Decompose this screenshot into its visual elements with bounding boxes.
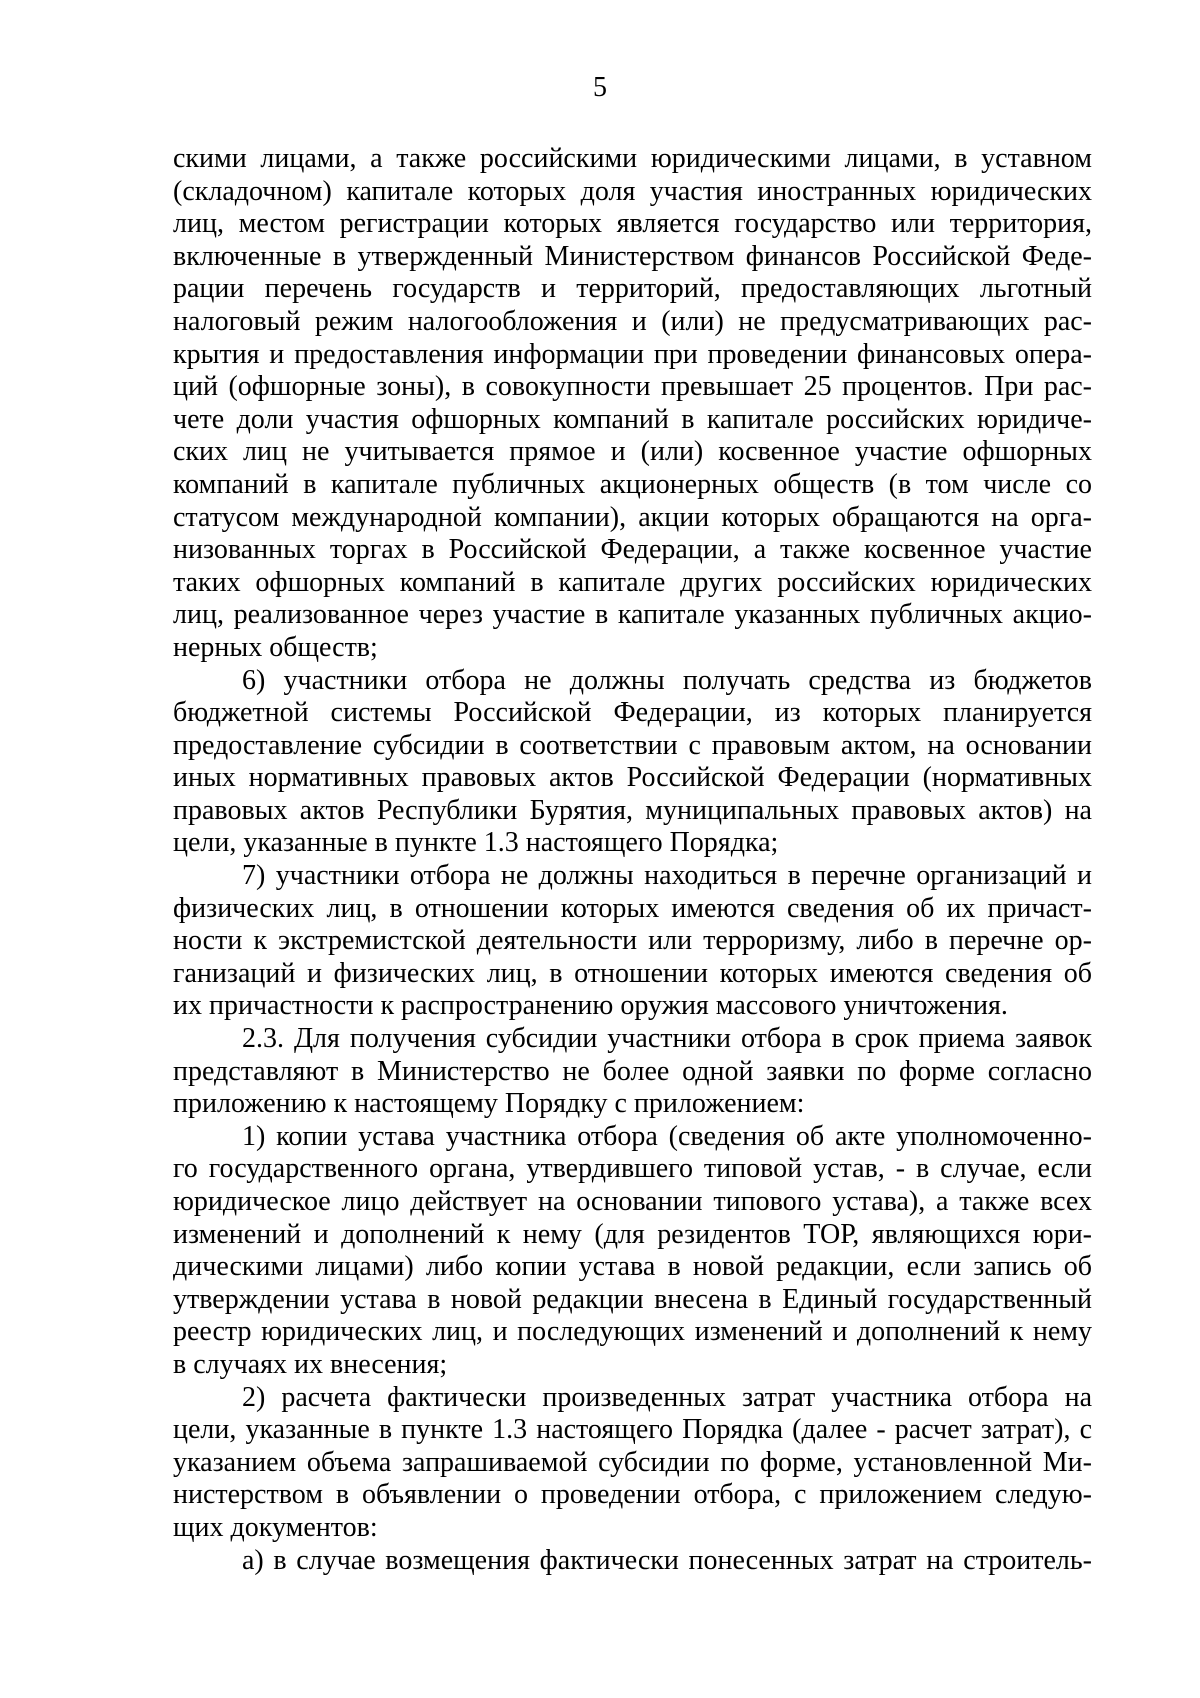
text-line: компаний в капитале публичных акционерных обществ (в том числе со bbox=[173, 468, 1092, 500]
text-line: бюджетной системы Российской Федерации, из которых планируется bbox=[173, 697, 1092, 729]
text-line: ности к экстремистской деятельности или терроризму, либо в перечне ор- bbox=[173, 925, 1092, 957]
text-line: а) в случае возмещения фактически понесенных затрат на строитель- bbox=[242, 1544, 1092, 1576]
text-line: ских лиц не учитывается прямое и (или) косвенное участие офшорных bbox=[173, 436, 1092, 468]
page-number: 5 bbox=[593, 72, 607, 103]
text-line: дическими лицами) либо копии устава в новой редакции, если запись об bbox=[173, 1251, 1092, 1283]
text-line: цели, указанные в пункте 1.3 настоящего Порядка (далее - расчет затрат), с bbox=[173, 1414, 1092, 1446]
text-line: указанием объема запрашиваемой субсидии по форме, установленной Ми- bbox=[173, 1446, 1092, 1478]
text-line: рации перечень государств и территорий, предоставляющих льготный bbox=[173, 273, 1092, 305]
text-line: щих документов: bbox=[173, 1511, 378, 1543]
text-line: чете доли участия офшорных компаний в капитале российских юридиче- bbox=[173, 403, 1092, 435]
text-line: крытия и предоставления информации при проведении финансовых опера- bbox=[173, 338, 1092, 370]
text-line: налоговый режим налогообложения и (или) не предусматривающих рас- bbox=[173, 305, 1092, 337]
text-line: реестр юридических лиц, и последующих изменений и дополнений к нему bbox=[173, 1316, 1092, 1348]
text-line: представляют в Министерство не более одной заявки по форме согласно bbox=[173, 1055, 1092, 1087]
text-line: низованных торгах в Российской Федерации, а также косвенное участие bbox=[173, 534, 1092, 566]
text-line: утверждении устава в новой редакции внесена в Единый государственный bbox=[173, 1283, 1092, 1315]
text-line: 2) расчета фактически произведенных затрат участника отбора на bbox=[242, 1381, 1092, 1413]
text-line: 6) участники отбора не должны получать средства из бюджетов bbox=[242, 664, 1092, 696]
text-line: цели, указанные в пункте 1.3 настоящего Порядка; bbox=[173, 827, 779, 859]
text-line: нерных обществ; bbox=[173, 631, 378, 663]
text-line: (складочном) капитале которых доля участия иностранных юридических bbox=[173, 175, 1092, 207]
text-line: физических лиц, в отношении которых имеются сведения об их причаст- bbox=[173, 892, 1092, 924]
text-line: го государственного органа, утвердившего типовой устав, - в случае, если bbox=[173, 1153, 1092, 1185]
text-line: скими лицами, а также российскими юридическими лицами, в уставном bbox=[173, 143, 1092, 174]
text-line: их причастности к распространению оружия массового уничтожения. bbox=[173, 990, 1008, 1022]
text-line: предоставление субсидии в соответствии с правовым актом, на основании bbox=[173, 729, 1092, 761]
text-line: 1) копии устава участника отбора (сведения об акте уполномоченно- bbox=[242, 1120, 1092, 1152]
text-line: ганизаций и физических лиц, в отношении которых имеются сведения об bbox=[173, 957, 1092, 989]
text-line: включенные в утвержденный Министерством финансов Российской Феде- bbox=[173, 240, 1092, 272]
text-line: приложению к настоящему Порядку с приложением: bbox=[173, 1088, 805, 1120]
text-line: иных нормативных правовых актов Российской Федерации (нормативных bbox=[173, 762, 1092, 794]
body-text bbox=[173, 143, 1092, 1577]
text-line: лиц, реализованное через участие в капитале указанных публичных акцио- bbox=[173, 599, 1092, 631]
text-line: в случаях их внесения; bbox=[173, 1348, 448, 1380]
text-line: изменений и дополнений к нему (для резидентов ТОР, являющихся юри- bbox=[173, 1218, 1092, 1250]
text-line: таких офшорных компаний в капитале других российских юридических bbox=[173, 566, 1092, 598]
text-line: нистерством в объявлении о проведении отбора, с приложением следую- bbox=[173, 1479, 1092, 1511]
text-line: 2.3. Для получения субсидии участники отбора в срок приема заявок bbox=[242, 1023, 1092, 1055]
text-line: статусом международной компании), акции которых обращаются на орга- bbox=[173, 501, 1092, 533]
text-line: лиц, местом регистрации которых является государство или территория, bbox=[173, 208, 1092, 240]
text-line: правовых актов Республики Бурятия, муниципальных правовых актов) на bbox=[173, 794, 1092, 826]
text-line: 7) участники отбора не должны находиться в перечне организаций и bbox=[242, 860, 1092, 892]
text-line: ций (офшорные зоны), в совокупности превышает 25 процентов. При рас- bbox=[173, 371, 1092, 403]
text-line: юридическое лицо действует на основании типового устава), а также всех bbox=[173, 1186, 1092, 1217]
